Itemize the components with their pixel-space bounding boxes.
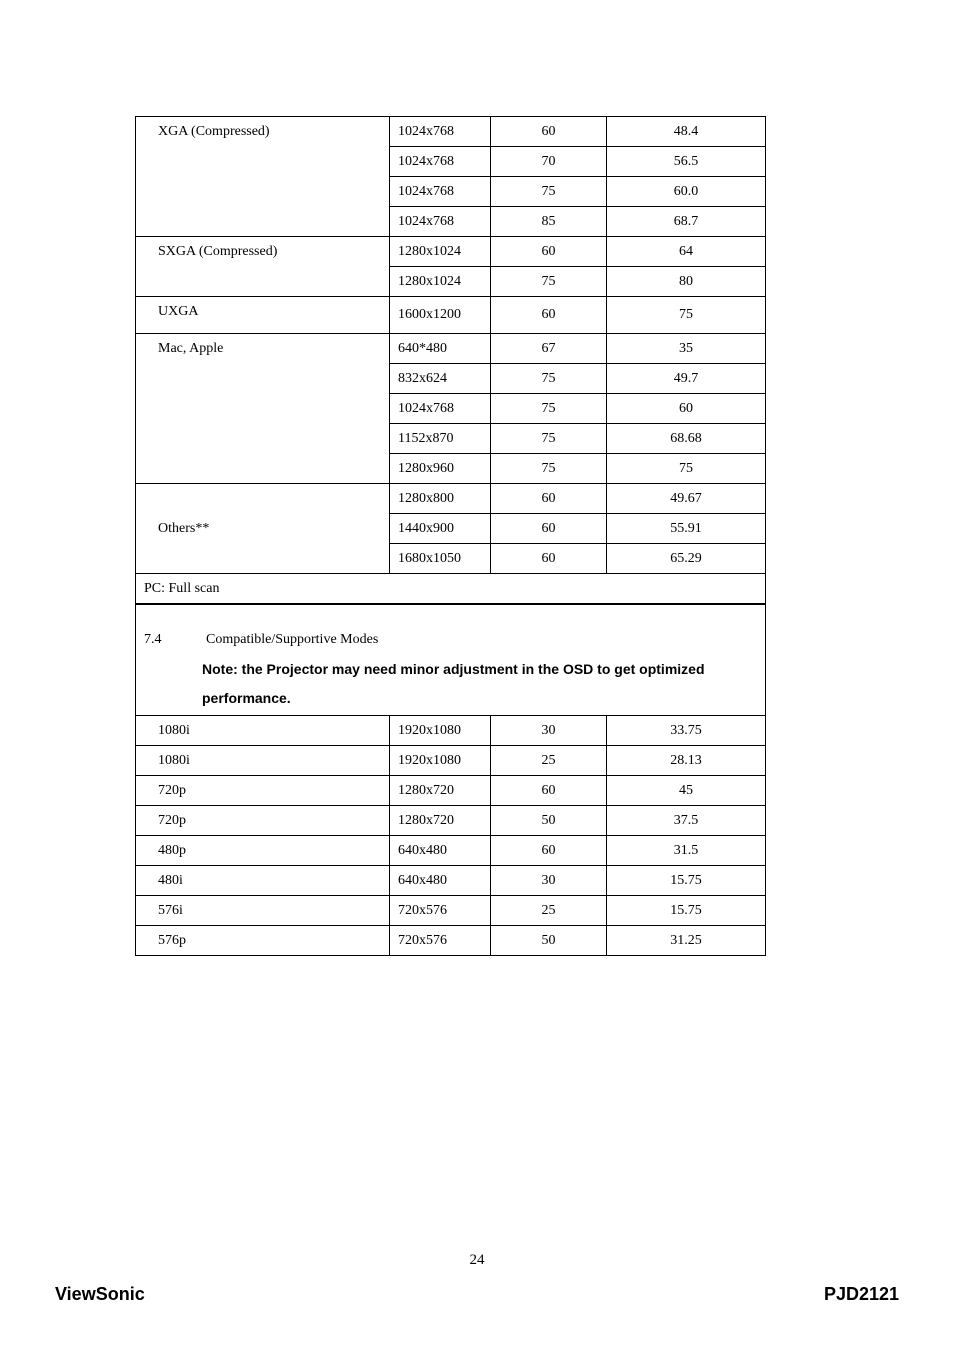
table-row: [136, 604, 766, 716]
horizontal-frequency-cell: 15.75: [607, 866, 766, 896]
table-row: [136, 117, 766, 147]
vertical-frequency-cell: 70: [491, 147, 607, 177]
vertical-frequency-cell: 75: [491, 364, 607, 394]
mode-name-cell: Others**: [136, 484, 390, 574]
table-row: [136, 484, 766, 514]
mode-name-cell: 1080i: [136, 746, 390, 776]
vertical-frequency-cell: 60: [491, 237, 607, 267]
vertical-frequency-cell: 50: [491, 926, 607, 956]
table-row: [136, 297, 766, 334]
horizontal-frequency-cell: 45: [607, 776, 766, 806]
vertical-frequency-cell: 50: [491, 806, 607, 836]
adjustment-note: Note: the Projector may need minor adjustment in the OSD to get optimized performance.: [202, 661, 705, 706]
vertical-frequency-cell: 60: [491, 836, 607, 866]
horizontal-frequency-cell: 60.0: [607, 177, 766, 207]
resolution-cell: 832x624: [390, 364, 491, 394]
mode-tables: [135, 116, 765, 956]
horizontal-frequency-cell: 65.29: [607, 544, 766, 574]
table-row: [136, 716, 766, 746]
resolution-cell: 1920x1080: [390, 716, 491, 746]
vertical-frequency-cell: 75: [491, 267, 607, 297]
section-number: 7.4: [144, 632, 162, 647]
horizontal-frequency-cell: 64: [607, 237, 766, 267]
mode-name-cell: Mac, Apple: [136, 334, 390, 484]
resolution-cell: 720x576: [390, 896, 491, 926]
mode-name-cell: 480p: [136, 836, 390, 866]
mode-name-cell: 720p: [136, 776, 390, 806]
horizontal-frequency-cell: 68.68: [607, 424, 766, 454]
vertical-frequency-cell: 25: [491, 896, 607, 926]
horizontal-frequency-cell: 15.75: [607, 896, 766, 926]
horizontal-frequency-cell: 37.5: [607, 806, 766, 836]
table-row: [136, 866, 766, 896]
table-row: [136, 746, 766, 776]
horizontal-frequency-cell: 31.5: [607, 836, 766, 866]
resolution-cell: 640*480: [390, 334, 491, 364]
mode-name-cell: SXGA (Compressed): [136, 237, 390, 297]
vertical-frequency-cell: 60: [491, 514, 607, 544]
full-scan-note: PC: Full scan: [136, 574, 766, 605]
table-row: [136, 334, 766, 364]
table-row: [136, 806, 766, 836]
vertical-frequency-cell: 60: [491, 297, 607, 334]
resolution-cell: 1600x1200: [390, 297, 491, 334]
mode-name-cell: UXGA: [136, 297, 390, 334]
resolution-cell: 1280x800: [390, 484, 491, 514]
horizontal-frequency-cell: 60: [607, 394, 766, 424]
resolution-cell: 720x576: [390, 926, 491, 956]
vertical-frequency-cell: 85: [491, 207, 607, 237]
vertical-frequency-cell: 67: [491, 334, 607, 364]
horizontal-frequency-cell: 75: [607, 454, 766, 484]
table-row: [136, 776, 766, 806]
vertical-frequency-cell: 75: [491, 394, 607, 424]
vertical-frequency-cell: 60: [491, 117, 607, 147]
section-heading: [144, 631, 765, 649]
resolution-cell: 1440x900: [390, 514, 491, 544]
horizontal-frequency-cell: 48.4: [607, 117, 766, 147]
resolution-cell: 1680x1050: [390, 544, 491, 574]
vertical-frequency-cell: 30: [491, 716, 607, 746]
horizontal-frequency-cell: 55.91: [607, 514, 766, 544]
horizontal-frequency-cell: 49.7: [607, 364, 766, 394]
vertical-frequency-cell: 30: [491, 866, 607, 896]
resolution-cell: 1024x768: [390, 394, 491, 424]
horizontal-frequency-cell: 31.25: [607, 926, 766, 956]
horizontal-frequency-cell: 68.7: [607, 207, 766, 237]
horizontal-frequency-cell: 80: [607, 267, 766, 297]
vertical-frequency-cell: 60: [491, 484, 607, 514]
compatibility-table: [135, 116, 766, 956]
section-header: [136, 604, 766, 716]
resolution-cell: 1280x1024: [390, 267, 491, 297]
resolution-cell: 1024x768: [390, 207, 491, 237]
resolution-cell: 1920x1080: [390, 746, 491, 776]
horizontal-frequency-cell: 56.5: [607, 147, 766, 177]
resolution-cell: 1024x768: [390, 147, 491, 177]
mode-name-cell: 720p: [136, 806, 390, 836]
vertical-frequency-cell: 25: [491, 746, 607, 776]
table-row: [136, 836, 766, 866]
mode-name-cell: 576i: [136, 896, 390, 926]
table-row: [136, 926, 766, 956]
resolution-cell: 1280x720: [390, 806, 491, 836]
resolution-cell: 1280x720: [390, 776, 491, 806]
resolution-cell: 640x480: [390, 866, 491, 896]
table-row: [136, 896, 766, 926]
mode-name-cell: 576p: [136, 926, 390, 956]
resolution-cell: 1280x1024: [390, 237, 491, 267]
resolution-cell: 1152x870: [390, 424, 491, 454]
table-row: [136, 237, 766, 267]
horizontal-frequency-cell: 33.75: [607, 716, 766, 746]
resolution-cell: 1024x768: [390, 117, 491, 147]
vertical-frequency-cell: 75: [491, 424, 607, 454]
vertical-frequency-cell: 60: [491, 776, 607, 806]
horizontal-frequency-cell: 35: [607, 334, 766, 364]
table-row: [136, 574, 766, 605]
mode-name-cell: 480i: [136, 866, 390, 896]
section-title: Compatible/Supportive Modes: [206, 632, 379, 647]
footer-model: PJD2121: [823, 1284, 899, 1304]
footer-brand: ViewSonic: [55, 1284, 145, 1304]
mode-name-cell: 1080i: [136, 716, 390, 746]
vertical-frequency-cell: 60: [491, 544, 607, 574]
vertical-frequency-cell: 75: [491, 454, 607, 484]
resolution-cell: 1280x960: [390, 454, 491, 484]
horizontal-frequency-cell: 28.13: [607, 746, 766, 776]
resolution-cell: 640x480: [390, 836, 491, 866]
mode-name-cell: XGA (Compressed): [136, 117, 390, 237]
horizontal-frequency-cell: 49.67: [607, 484, 766, 514]
page-number: 24: [469, 1252, 485, 1268]
horizontal-frequency-cell: 75: [607, 297, 766, 334]
resolution-cell: 1024x768: [390, 177, 491, 207]
vertical-frequency-cell: 75: [491, 177, 607, 207]
